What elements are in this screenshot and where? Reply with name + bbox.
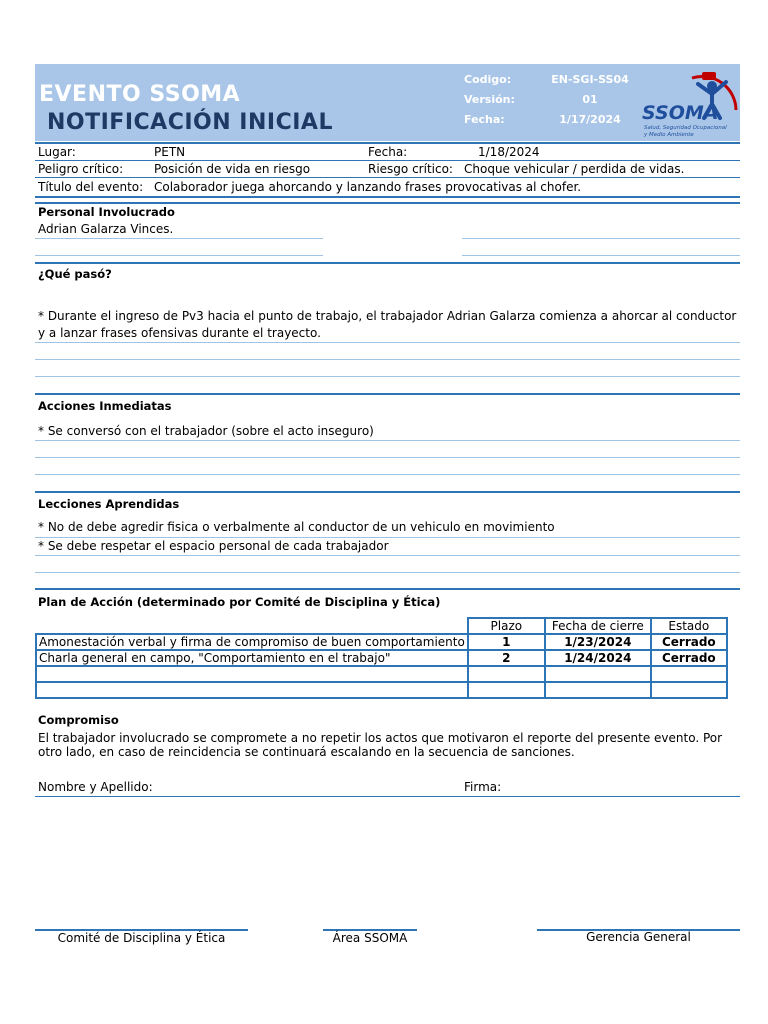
divider [35,491,740,493]
fecha-header-label: Fecha: [464,113,505,126]
accion-cell: Amonestación verbal y firma de compromiso de buen comportamiento [36,634,468,650]
divider [35,238,323,239]
divider [35,160,740,161]
accion-cell [36,682,468,698]
titulo-label: Título del evento: [38,180,144,194]
fecha-cell: 1/24/2024 [545,650,651,666]
signature-area: Área SSOMA [332,931,408,945]
divider [35,474,740,475]
divider [462,238,740,239]
divider [35,202,740,204]
divider [35,359,740,360]
plazo-cell: 2 [468,650,545,666]
plazo-cell: 1 [468,634,545,650]
version-label: Versión: [464,93,515,106]
divider [35,796,740,797]
divider [35,537,740,538]
estado-cell: Cerrado [651,634,727,650]
plan-table [35,617,728,699]
table-row [36,682,727,698]
personal-heading: Personal Involucrado [38,205,175,219]
divider [462,255,740,256]
plazo-cell [468,682,545,698]
riesgo-value: Choque vehicular / perdida de vidas. [464,162,685,176]
riesgo-label: Riesgo crítico: [368,162,453,176]
logo-text: SSOMA [642,102,719,124]
lugar-label: Lugar: [38,145,76,159]
table-header-row [36,618,727,634]
divider [35,142,740,144]
divider [35,572,740,573]
fecha-cell [545,666,651,682]
fecha-header-value: 1/17/2024 [559,113,621,126]
fecha-cell [545,682,651,698]
divider [35,262,740,264]
leccion-item: * Se debe respetar el espacio personal de cada trabajador [38,539,389,553]
fecha-cell: 1/23/2024 [545,634,651,650]
column-header-plazo: Plazo [468,618,545,634]
version-value: 01 [582,93,598,106]
divider [35,555,740,556]
estado-cell: Cerrado [651,650,727,666]
compromiso-heading: Compromiso [38,713,119,727]
fecha-evento-value: 1/18/2024 [478,145,540,159]
divider [35,376,740,377]
document-title: EVENTO SSOMA [39,82,241,107]
codigo-label: Codigo: [464,73,512,86]
nombre-label: Nombre y Apellido: [38,780,153,794]
ssoma-logo [640,70,740,140]
peligro-label: Peligro crítico: [38,162,124,176]
que-paso-heading: ¿Qué pasó? [38,267,112,281]
titulo-value: Colaborador juega ahorcando y lanzando frases provocativas al chofer. [154,180,582,194]
table-row [36,666,727,682]
signature-gerencia: Gerencia General [586,930,691,944]
fecha-evento-label: Fecha: [368,145,408,159]
divider [35,196,740,198]
document-subtitle: NOTIFICACIÓN INICIAL [47,110,333,135]
estado-cell [651,682,727,698]
plazo-cell [468,666,545,682]
logo-tagline: Salud, Seguridad Ocupacional y Medio Ambiente [644,125,727,138]
estado-cell [651,666,727,682]
peligro-value: Posición de vida en riesgo [154,162,311,176]
accion-cell: Charla general en campo, "Comportamiento en el trabajo" [36,650,468,666]
divider [35,588,740,590]
column-header-fecha: Fecha de cierre [545,618,651,634]
acciones-heading: Acciones Inmediatas [38,399,172,413]
divider [35,393,740,395]
column-header-estado: Estado [651,618,727,634]
signature-comite: Comité de Disciplina y Ética [57,931,226,945]
table-row [36,634,727,650]
lugar-value: PETN [154,145,186,159]
divider [35,342,740,343]
table-row [36,650,727,666]
accion-cell [36,666,468,682]
plan-heading: Plan de Acción (determinado por Comité de Disciplina y Ética) [38,595,441,609]
divider [35,457,740,458]
que-paso-text: * Durante el ingreso de Pv3 hacia el punto de trabajo, el trabajador Adrian Galarza comienza a ahorcar al conductor y a lanzar frases ofensivas durante el trayecto. [38,309,737,340]
lecciones-heading: Lecciones Aprendidas [38,497,180,511]
divider [35,177,740,178]
accion-item: * Se conversó con el trabajador (sobre el acto inseguro) [38,424,374,438]
divider [35,440,740,441]
compromiso-text: El trabajador involucrado se compromete a no repetir los actos que motivaron el reporte del presente evento. Por otro lado, en caso de reincidencia se continuará escalando en la secuencia de sanciones. [38,731,723,759]
leccion-item: * No de debe agredir fisica o verbalmente al conductor de un vehiculo en movimiento [38,520,555,534]
divider [35,255,323,256]
personal-name: Adrian Galarza Vinces. [38,222,174,236]
firma-label: Firma: [464,780,502,794]
codigo-value: EN-SGI-SS04 [551,73,629,86]
